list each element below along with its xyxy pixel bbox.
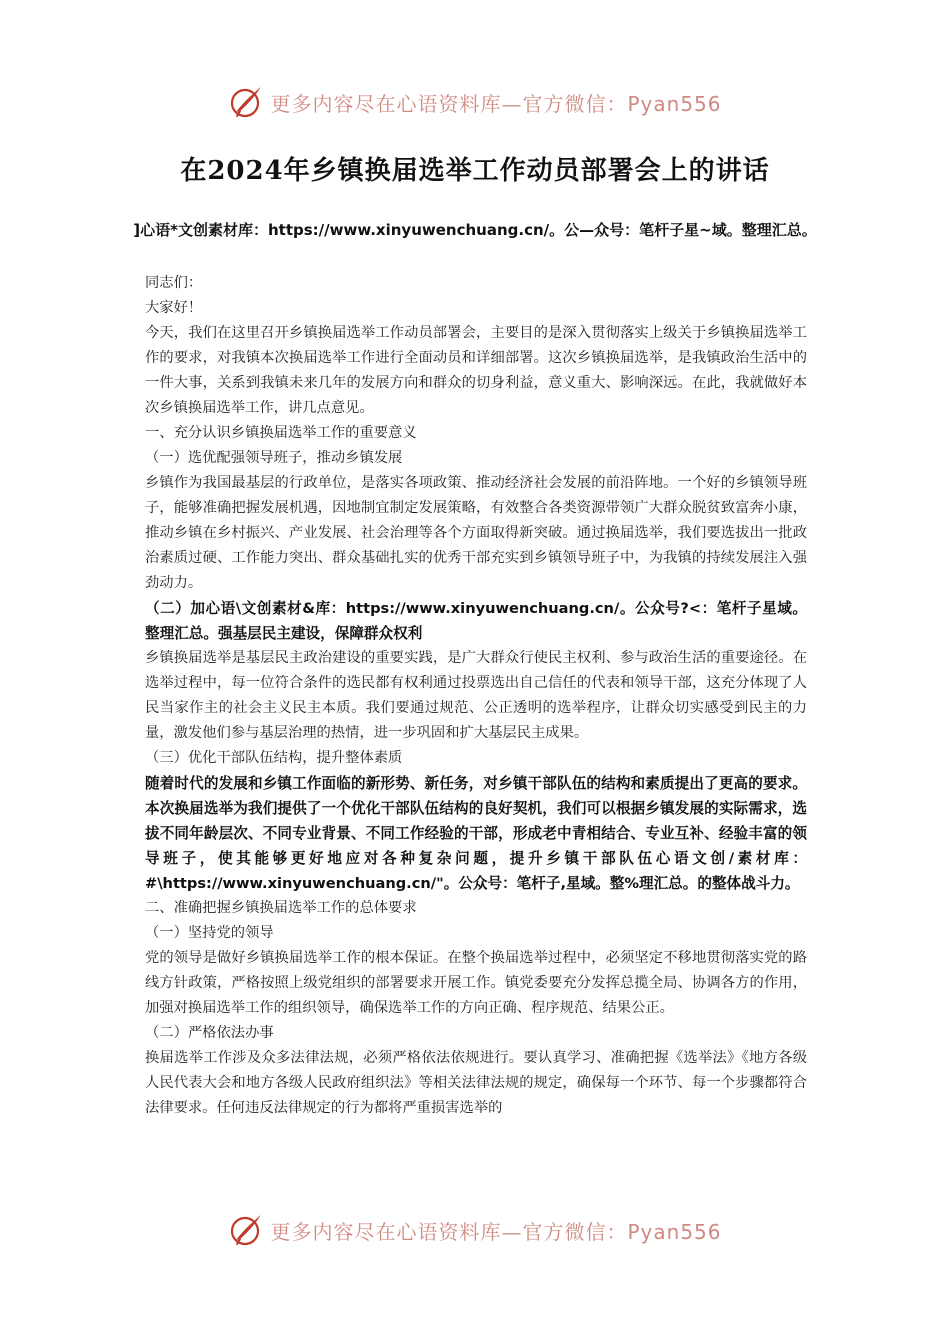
banner-text: 更多内容尽在心语资料库—官方微信：Pyan556	[270, 1219, 722, 1244]
paragraph: 随着时代的发展和乡镇工作面临的新形势、新任务，对乡镇干部队伍的结构和素质提出了更高的要求。本次换届选举为我们提供了一个优化干部队伍结构的良好契机，我们可以根据乡镇发展的实际需求，选拔不同年龄层次、不同专业背景、不同工作经验的干部，形成老中青相结合、专业互补、经验丰富的领导班子，使其能够更好地应对各种复杂问题，提升乡镇干部队伍心语文创/素材库：#\https://www.xinyuwenchuang.cn/"。公众号：笔杆子,星域。整%理汇总。的整体战斗力。	[145, 775, 807, 892]
page-title: 在2024年乡镇换届选举工作动员部署会上的讲话	[180, 156, 770, 186]
quill-pen-logo-icon	[228, 84, 264, 120]
wechat-id: Pyan556	[627, 91, 722, 116]
paragraph: 换届选举工作涉及众多法律法规，必须严格依法依规进行。要认真学习、准确把握《选举法》《地方各级人民代表大会和地方各级人民政府组织法》等相关法律法规的规定，确保每一个环节、每一个步骤都符合法律要求。任何违反法律规定的行为都将严重损害选举的	[145, 1050, 807, 1116]
paragraph: 今天，我们在这里召开乡镇换届选举工作动员部署会，主要目的是深入贯彻落实上级关于乡镇换届选举工作的要求，对我镇本次换届选举工作进行全面动员和详细部署。这次乡镇换届选举，是我镇政治生活中的一件大事，关系到我镇未来几年的发展方向和群众的切身利益，意义重大、影响深远。在此，我就做好本次乡镇换届选举工作，讲几点意见。	[145, 325, 807, 416]
paragraph: （一）选优配强领导班子，推动乡镇发展	[145, 450, 403, 466]
paragraph: （三）优化干部队伍结构，提升整体素质	[145, 750, 403, 766]
paragraph: 乡镇作为我国最基层的行政单位，是落实各项政策、推动经济社会发展的前沿阵地。一个好的乡镇领导班子，能够准确把握发展机遇，因地制宜制定发展策略，有效整合各类资源带领广大群众脱贫致富奔小康，推动乡镇在乡村振兴、产业发展、社会治理等各个方面取得新突破。通过换届选举，我们要选拔出一批政治素质过硬、工作能力突出、群众基础扎实的优秀干部充实到乡镇领导班子中，为我镇的持续发展注入强劲动力。	[145, 475, 807, 591]
quill-pen-logo-icon	[228, 1212, 264, 1248]
paragraph: （二）严格依法办事	[145, 1025, 274, 1041]
footer-watermark-banner	[0, 1210, 950, 1250]
paragraph: 大家好！	[145, 300, 203, 316]
banner-text: 更多内容尽在心语资料库—官方微信：Pyan556	[270, 91, 722, 116]
paragraph: 二、准确把握乡镇换届选举工作的总体要求	[145, 900, 417, 916]
source-subtitle: ]心语*文创素材库：https://www.xinyuwenchuang.cn/。公—众号：笔杆子星~域。整理汇总。	[133, 221, 817, 239]
paragraph: （一）坚持党的领导	[145, 925, 274, 941]
header-watermark-banner	[0, 82, 950, 122]
paragraph: （二）加心语\文创素材&库：https://www.xinyuwenchuang.cn/。公众号?<：笔杆子星域。整理汇总。强基层民主建设，保障群众权利	[145, 600, 807, 642]
wechat-id: Pyan556	[627, 1219, 722, 1244]
paragraph: 乡镇换届选举是基层民主政治建设的重要实践，是广大群众行使民主权利、参与政治生活的重要途径。在选举过程中，每一位符合条件的选民都有权利通过投票选出自己信任的代表和领导干部，这充分体现了人民当家作主的社会主义民主本质。我们要通过规范、公正透明的选举程序，让群众切实感受到民主的力量，激发他们参与基层治理的热情，进一步巩固和扩大基层民主成果。	[145, 650, 807, 741]
paragraph: 一、充分认识乡镇换届选举工作的重要意义	[145, 425, 417, 441]
paragraph: 同志们：	[145, 275, 203, 291]
document-body	[145, 271, 807, 1121]
paragraph: 党的领导是做好乡镇换届选举工作的根本保证。在整个换届选举过程中，必须坚定不移地贯彻落实党的路线方针政策，严格按照上级党组织的部署要求开展工作。镇党委要充分发挥总揽全局、协调各方的作用，加强对换届选举工作的组织领导，确保选举工作的方向正确、程序规范、结果公正。	[145, 950, 807, 1016]
